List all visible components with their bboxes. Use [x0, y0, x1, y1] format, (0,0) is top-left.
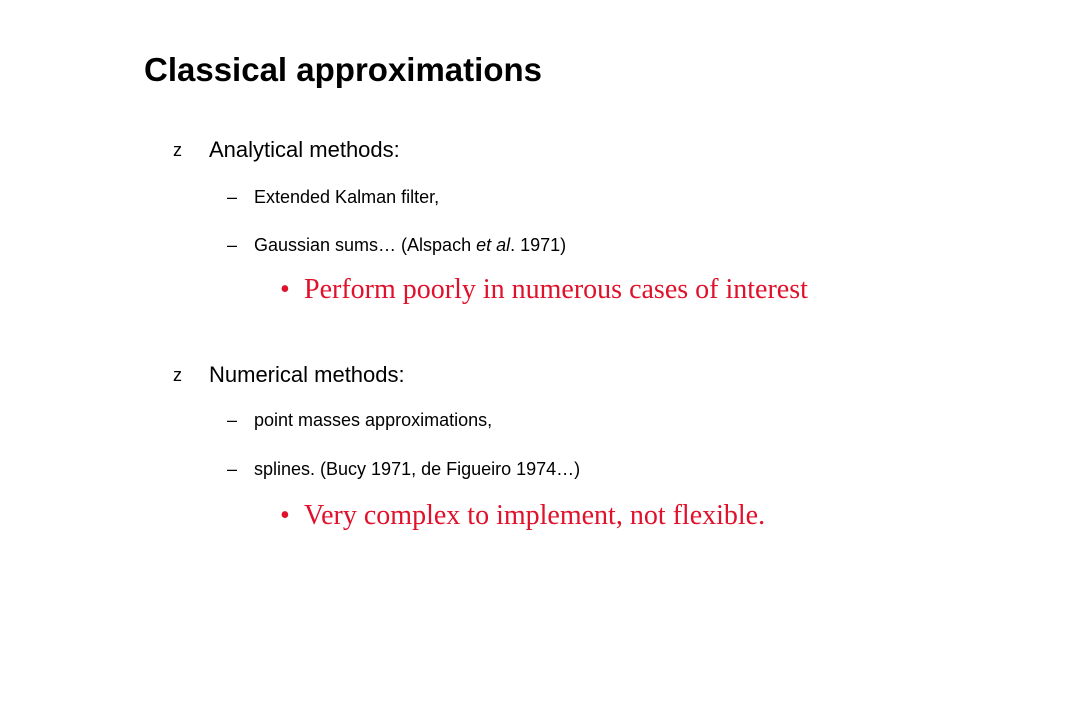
dash-marker: –	[227, 459, 238, 479]
section-heading-text: Numerical methods:	[209, 362, 405, 387]
list-item-text: Extended Kalman filter,	[254, 187, 440, 207]
bullet-marker-l1: z	[173, 365, 182, 385]
list-item-text	[254, 233, 566, 257]
bullet-marker-l1: z	[173, 140, 182, 160]
text-segment: . 1971)	[510, 235, 567, 255]
list-item-text: point masses approximations,	[254, 410, 493, 430]
italic-segment: et al	[476, 235, 511, 255]
dash-marker: –	[227, 410, 238, 430]
slide-title: Classical approximations	[144, 51, 542, 88]
dash-marker: –	[227, 235, 238, 255]
list-item-text: splines. (Bucy 1971, de Figueiro 1974…)	[254, 459, 581, 479]
conclusion-text: Very complex to implement, not flexible.	[304, 500, 766, 531]
bullet-marker-l3: •	[280, 274, 290, 305]
text-segment: Gaussian sums… (Alspach	[254, 235, 477, 255]
section-heading-text: Analytical methods:	[209, 137, 400, 162]
bullet-marker-l3: •	[280, 500, 290, 531]
conclusion-text: Perform poorly in numerous cases of interest	[304, 274, 808, 305]
dash-marker: –	[227, 187, 238, 207]
